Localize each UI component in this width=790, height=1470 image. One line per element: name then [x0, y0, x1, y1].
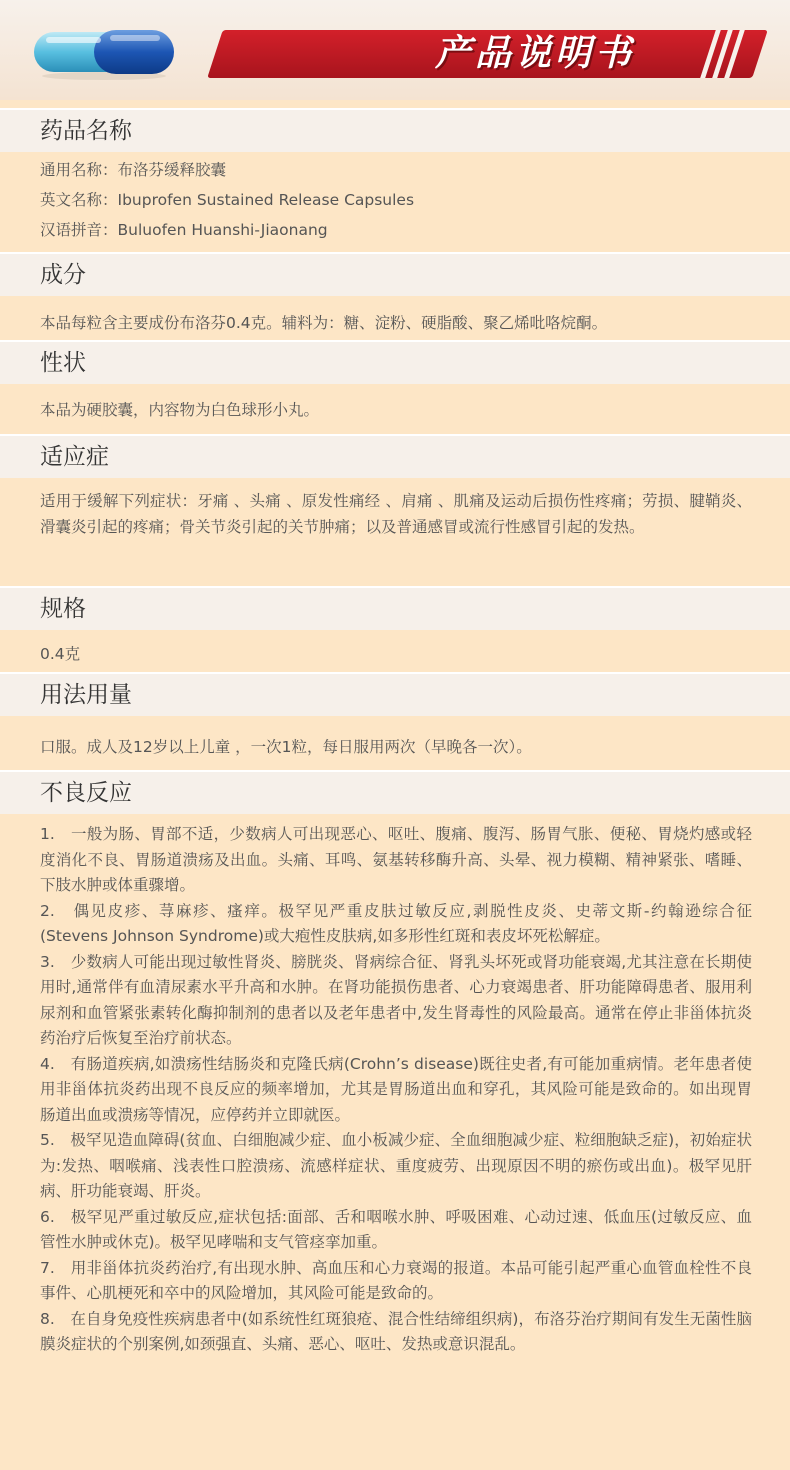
- section-header-name: [0, 108, 790, 152]
- indications-text: 适用于缓解下列症状：牙痛 、头痛 、原发性痛经 、肩痛 、肌痛及运动后损伤性疼痛；劳损、腱鞘炎、滑囊炎引起的疼痛；骨关节炎引起的关节肿痛；以及普通感冒或流行性感冒引起的发热。: [40, 492, 752, 536]
- capsule-icon: [32, 24, 177, 82]
- section-header-appearance: [0, 340, 790, 384]
- section-header-spec: [0, 586, 790, 630]
- section-title: 不良反应: [40, 780, 132, 806]
- section-header-adverse: [0, 770, 790, 814]
- section-title: 规格: [40, 596, 86, 622]
- spec-text: 0.4克: [40, 645, 81, 663]
- section-header-dosage: [0, 672, 790, 716]
- list-item: 1. 一般为肠、胃部不适，少数病人可出现恶心、呕吐、腹痛、腹泻、肠胃气胀、便秘、胃烧灼感或轻度消化不良、胃肠道溃疡及出血。头痛、耳鸣、氨基转移酶升高、头晕、视力模糊、精神紧张、嗜睡、下肢水肿或体重骤增。: [40, 825, 752, 894]
- page-title: 产品说明书: [435, 33, 636, 74]
- banner-stripes: [700, 30, 760, 78]
- list-item: 6. 极罕见严重过敏反应,症状包括:面部、舌和咽喉水肿、呼吸困难、心动过速、低血压(过敏反应、血管性水肿或休克)。极罕见哮喘和支气管痉挛加重。: [40, 1207, 752, 1251]
- section-title: 性状: [40, 350, 86, 376]
- section-title: 成分: [40, 262, 86, 288]
- section-header-ingredients: [0, 252, 790, 296]
- list-item: 8. 在自身免疫性疾病患者中(如系统性红斑狼疮、混合性结缔组织病)，布洛芬治疗期间有发生无菌性脑膜炎症状的个别案例,如颈强直、头痛、恶心、呕吐、发热或意识混乱。: [40, 1309, 752, 1353]
- list-item: 2. 偶见皮疹、荨麻疹、瘙痒。极罕见严重皮肤过敏反应,剥脱性皮炎、史蒂文斯-约翰逊综合征(Stevens Johnson Syndrome)或大疱性皮肤病,如多形性红斑和表皮坏死松解症。: [40, 901, 752, 945]
- adverse-list: [40, 822, 752, 1358]
- pinyin-name-line: 汉语拼音：Buluofen Huanshi-Jiaonang: [40, 221, 328, 239]
- appearance-text: 本品为硬胶囊，内容物为白色球形小丸。: [40, 401, 320, 419]
- list-item: 5. 极罕见造血障碍(贫血、白细胞减少症、血小板减少症、全血细胞减少症、粒细胞缺乏症)，初始症状为:发热、咽喉痛、浅表性口腔溃疡、流感样症状、重度疲劳、出现原因不明的瘀伤或出血)。极罕见肝病、肝功能衰竭、肝炎。: [40, 1131, 752, 1200]
- list-item: 4. 有肠道疾病,如溃疡性结肠炎和克隆氏病(Crohn’s disease)既往史者,有可能加重病情。老年患者使用非甾体抗炎药出现不良反应的频率增加，尤其是胃肠道出血和穿孔，其风险可能是致命的。如出现胃肠道出血或溃疡等情况，应停药并立即就医。: [40, 1054, 752, 1124]
- english-name-line: 英文名称：Ibuprofen Sustained Release Capsules: [40, 191, 415, 209]
- section-title: 用法用量: [40, 682, 132, 708]
- list-item: 7. 用非甾体抗炎药治疗,有出现水肿、高血压和心力衰竭的报道。本品可能引起严重心血管血栓性不良事件、心肌梗死和卒中的风险增加，其风险可能是致命的。: [40, 1258, 752, 1302]
- section-title: 药品名称: [40, 118, 132, 144]
- section-title: 适应症: [40, 444, 109, 470]
- section-header-indications: [0, 434, 790, 478]
- dosage-text: 口服。成人及12岁以上儿童 ，一次1粒，每日服用两次（早晚各一次）。: [40, 738, 532, 756]
- list-item: 3. 少数病人可能出现过敏性肾炎、膀胱炎、肾病综合征、肾乳头坏死或肾功能衰竭,尤其注意在长期使用时,通常伴有血清尿素水平升高和水肿。在肾功能损伤患者、心力衰竭患者、肝功能障碍患者、服用利尿剂和血管紧张素转化酶抑制剂的患者以及老年患者中,发生肾毒性的风险最高。通常在停止非甾体抗炎药治疗后恢复至治疗前状态。: [40, 952, 752, 1047]
- header: [0, 0, 790, 100]
- ingredients-text: 本品每粒含主要成份布洛芬0.4克。辅料为：糖、淀粉、硬脂酸、聚乙烯吡咯烷酮。: [40, 314, 608, 332]
- generic-name-line: 通用名称：布洛芬缓释胶囊: [40, 161, 227, 179]
